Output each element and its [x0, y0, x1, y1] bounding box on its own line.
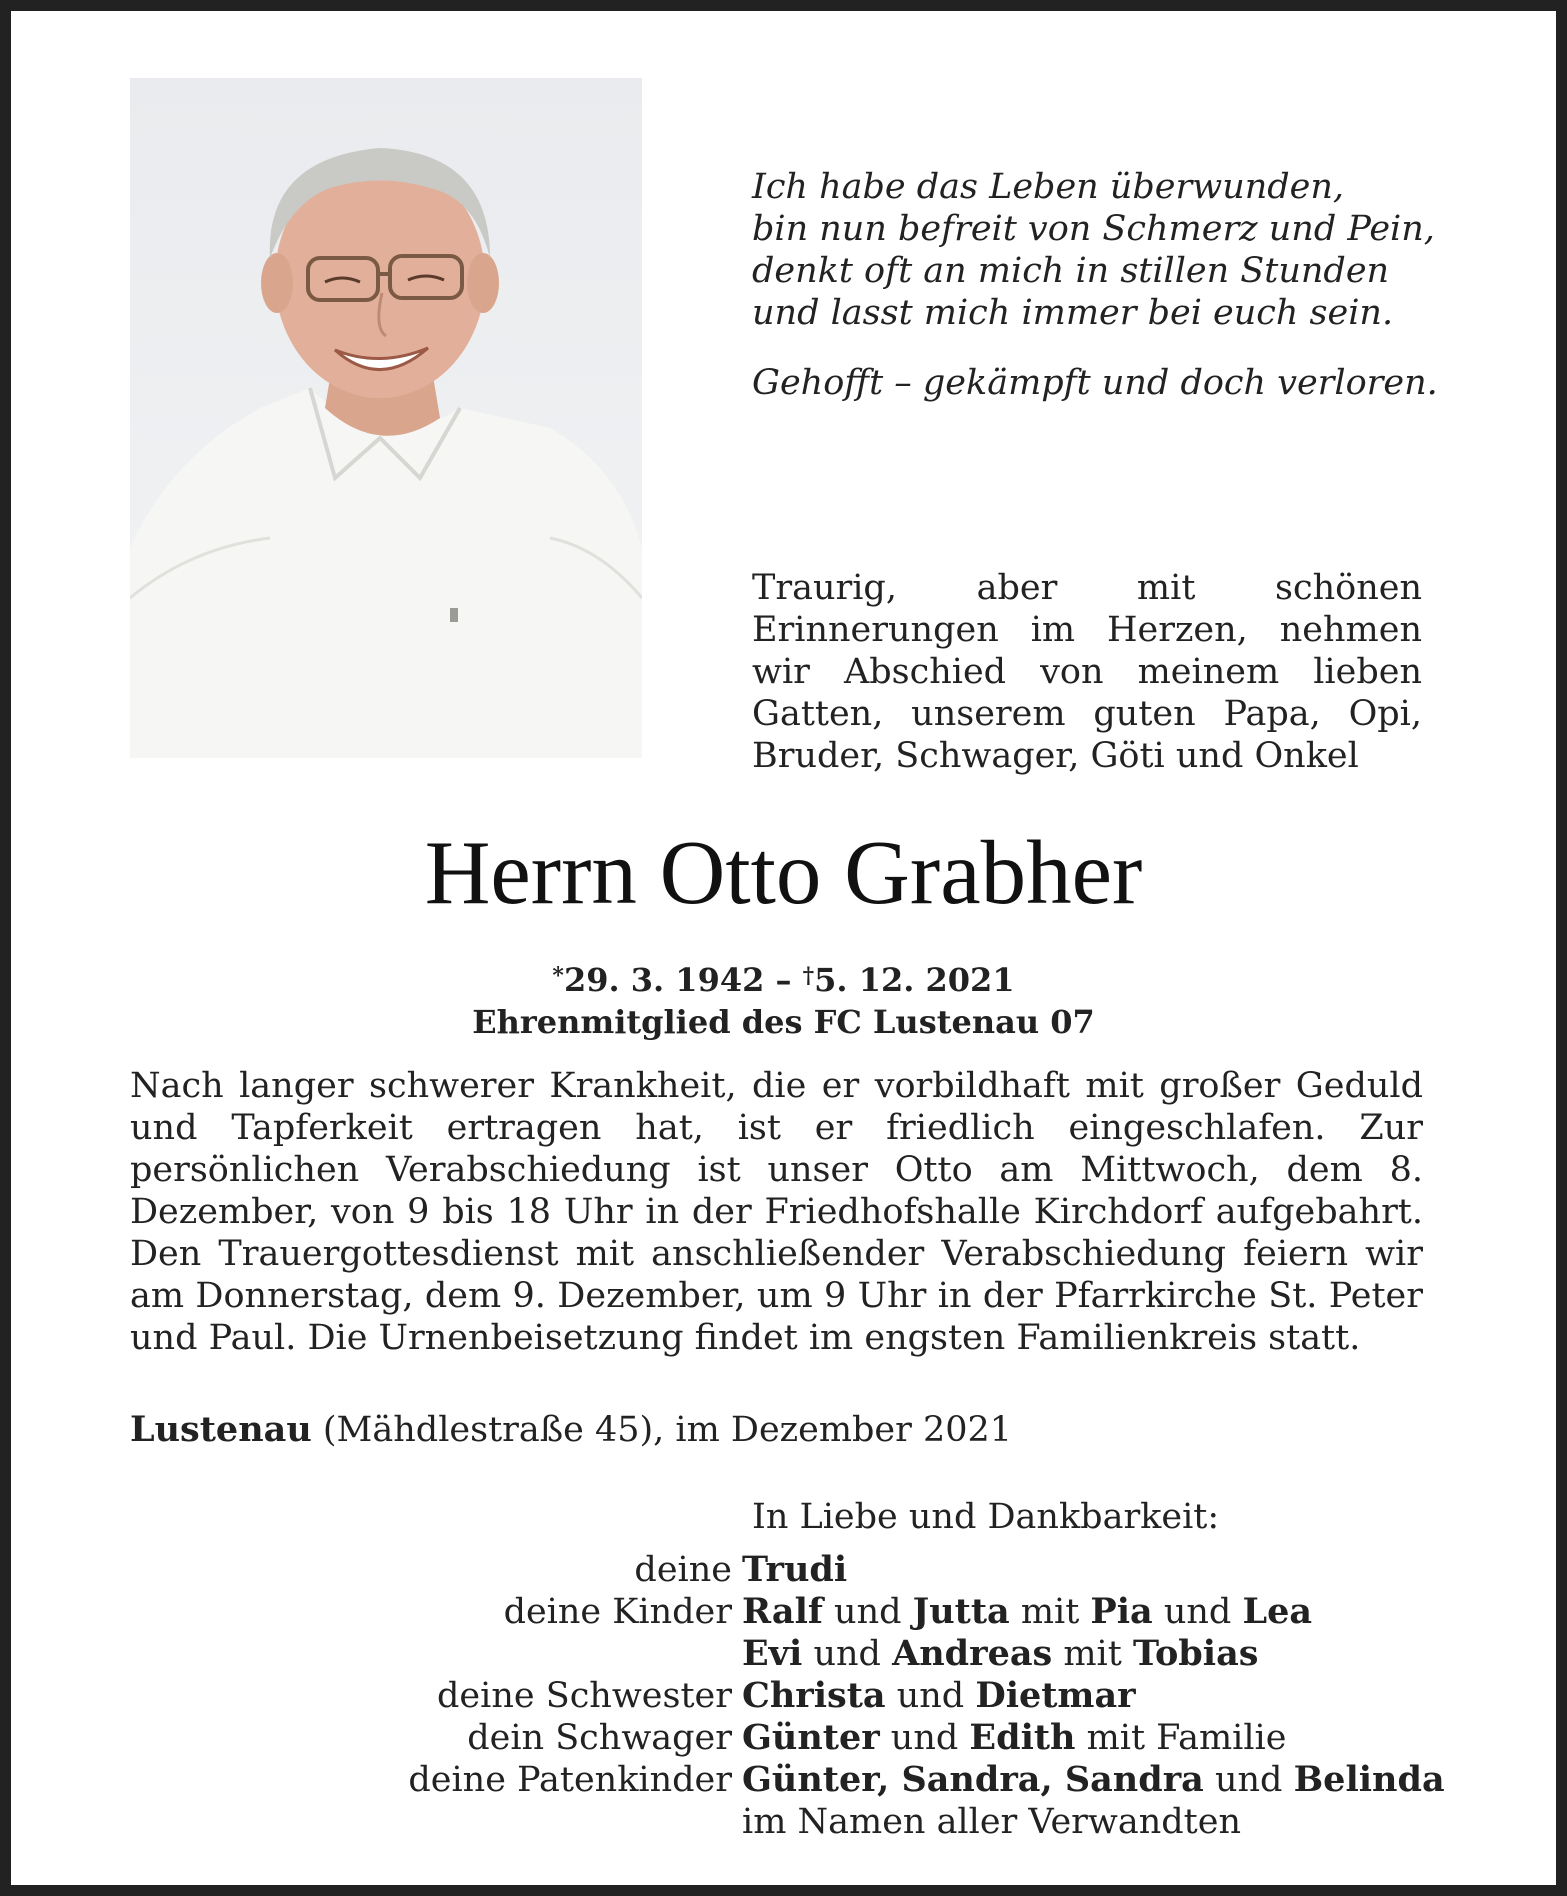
mourner-names	[742, 1549, 847, 1591]
birth-symbol: *	[552, 963, 564, 989]
mourner-name: Tobias	[1132, 1633, 1259, 1674]
mourner-relation: deine Schwester	[437, 1676, 732, 1716]
memorial-poem	[752, 166, 1472, 404]
mourner-name: Belinda	[1293, 1759, 1445, 1800]
mourner-name: Edith	[969, 1717, 1076, 1758]
mourner-relation: dein Schwager	[467, 1718, 732, 1758]
mourner-name: Günter	[742, 1717, 880, 1758]
mourner-name: Ralf	[742, 1591, 823, 1632]
mourner-connector: mit	[1009, 1592, 1091, 1632]
mourner-row	[11, 1675, 1556, 1717]
mourner-connector: im Namen aller Verwandten	[742, 1802, 1241, 1842]
mourner-relation	[11, 1801, 742, 1843]
mourner-name: Christa	[742, 1675, 886, 1716]
mourner-row	[11, 1717, 1556, 1759]
mourner-names	[742, 1591, 1312, 1633]
town-name: Lustenau	[130, 1409, 312, 1450]
mourner-name: Lea	[1242, 1591, 1313, 1632]
deceased-name: Herrn Otto Grabher	[424, 822, 1143, 923]
mourner-row	[11, 1801, 1556, 1843]
place-and-date	[130, 1409, 1330, 1451]
mourner-name: Evi	[742, 1633, 803, 1674]
address-and-date: (Mähdlestraße 45), im Dezember 2021	[311, 1410, 1013, 1450]
mourner-connector: und	[885, 1676, 976, 1716]
death-date: 5. 12. 2021	[814, 961, 1015, 999]
portrait-photo	[130, 78, 642, 758]
mourner-row	[11, 1759, 1556, 1801]
mourners-list	[11, 1549, 1556, 1843]
mourner-connector: mit Familie	[1075, 1718, 1287, 1758]
closing-phrase: In Liebe und Dankbarkeit:	[752, 1497, 1220, 1537]
mourner-connector: und	[802, 1634, 893, 1674]
portrait-illustration	[130, 78, 642, 758]
mourner-relation: deine	[634, 1550, 732, 1590]
date-dash: –	[764, 961, 803, 999]
mourner-names	[742, 1633, 1258, 1675]
poem-stanza: Ich habe das Leben überwunden, bin nun befreit von Schmerz und Pein, denkt oft an mich in stillen Stunden und lasst mich immer bei euch sein.	[752, 167, 1435, 333]
mourner-names	[742, 1675, 1136, 1717]
mourner-name: Jutta	[912, 1591, 1010, 1632]
mourner-name: Dietmar	[975, 1675, 1136, 1716]
obituary-page	[11, 11, 1556, 1885]
funeral-details: Nach langer schwerer Krankheit, die er vorbildhaft mit großer Geduld und Tapferkeit ertragen hat, ist er friedlich eingeschlafen. Zur persönlichen Verabschiedung ist unser Otto am Mittwoch, dem 8. Dezember, von 9 bis 18 Uhr in der Friedhofshalle Kirchdorf aufgebahrt. Den Trauergottesdienst mit anschließender Verabschiedung feiern wir am Donnerstag, dem 9. Dezember, um 9 Uhr in der Pfarrkirche St. Peter und Paul. Die Urnenbeisetzung findet im engsten Familienkreis statt.	[130, 1066, 1423, 1358]
birth-date: 29. 3. 1942	[563, 961, 765, 999]
mourner-row	[11, 1591, 1556, 1633]
poem-tagline: Gehofft – gekämpft und doch verloren.	[752, 363, 1438, 403]
life-dates	[11, 959, 1556, 1043]
mourner-row	[11, 1549, 1556, 1591]
mourner-relation: deine Kinder	[503, 1592, 732, 1632]
mourner-connector: und	[822, 1592, 913, 1632]
mourner-names	[742, 1759, 1445, 1801]
mourner-name: Günter, Sandra, Sandra	[742, 1759, 1204, 1800]
mourner-connector: und	[1152, 1592, 1243, 1632]
honor-line: Ehrenmitglied des FC Lustenau 07	[472, 1003, 1095, 1041]
mourner-names	[742, 1717, 1286, 1759]
mourner-row	[11, 1633, 1556, 1675]
mourner-relation: deine Patenkinder	[408, 1760, 732, 1800]
farewell-intro: Traurig, aber mit schönen Erinnerungen im Herzen, nehmen wir Abschied von meinem lieben Gatten, unserem guten Papa, Opi, Bruder, Schwager, Göti und Onkel	[752, 568, 1422, 776]
date-line	[11, 959, 1556, 1001]
mourner-name: Pia	[1090, 1591, 1153, 1632]
mourner-connector: und	[1203, 1760, 1294, 1800]
death-symbol: †	[802, 963, 815, 989]
mourner-names	[742, 1801, 1241, 1843]
mourner-name: Andreas	[892, 1633, 1053, 1674]
mourner-name: Trudi	[742, 1549, 848, 1590]
mourner-connector: und	[879, 1718, 970, 1758]
mourner-connector: mit	[1052, 1634, 1133, 1674]
mourner-relation	[11, 1633, 742, 1675]
